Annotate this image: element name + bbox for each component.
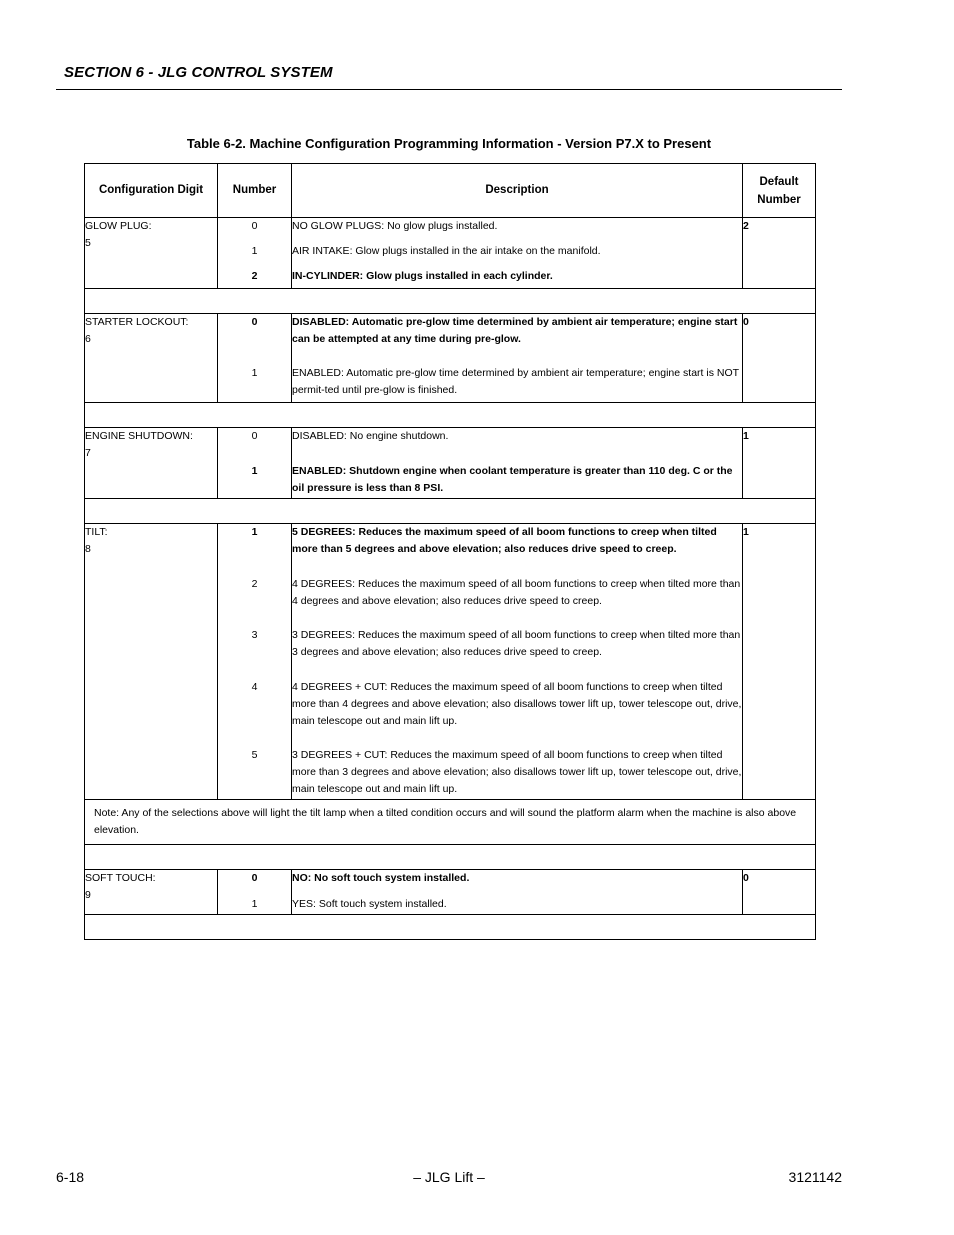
- description-cell: [292, 314, 743, 403]
- config-digit-number: 8: [85, 543, 91, 555]
- config-digit-name: ENGINE SHUTDOWN:: [85, 430, 193, 442]
- table-spacer-row: [85, 289, 816, 314]
- option-description: 3 DEGREES: Reduces the maximum speed of all boom functions to creep when tilted more than 3 degrees and above elevation; also reduces drive speed to creep.: [292, 629, 741, 658]
- option-number: 5: [251, 749, 258, 761]
- option-description: IN-CYLINDER: Glow plugs installed in each cylinder.: [292, 270, 553, 282]
- config-digit-name: TILT:: [85, 526, 108, 538]
- table-spacer-row: [85, 915, 816, 940]
- description-cell: [292, 428, 743, 499]
- number-cell: [218, 870, 292, 915]
- config-digit-cell: [85, 524, 218, 800]
- option-description: 4 DEGREES + CUT: Reduces the maximum speed of all boom functions to creep when tilted more than 4 degrees and above elevation; also disallows tower lift up, tower telescope out, drive, main telescope out and main lift up.: [292, 681, 742, 727]
- option-number: 0: [251, 220, 258, 232]
- number-cell: [218, 218, 292, 289]
- option-description: YES: Soft touch system installed.: [292, 898, 447, 910]
- option-description: 3 DEGREES + CUT: Reduces the maximum speed of all boom functions to creep when tilted more than 3 degrees and above elevation; also disallows tower lift up, tower telescope out, drive, main telescope out and main lift up.: [292, 749, 742, 795]
- option-number: 0: [251, 430, 258, 442]
- option-description: DISABLED: No engine shutdown.: [292, 430, 449, 442]
- default-number-cell: 0: [743, 870, 816, 915]
- option-number: 2: [251, 578, 258, 590]
- table-caption: Table 6-2. Machine Configuration Programming Information - Version P7.X to Present: [186, 136, 712, 151]
- table-spacer-row: [85, 403, 816, 428]
- configuration-table: [84, 163, 816, 940]
- default-number-cell: 1: [743, 524, 816, 800]
- option-number: 3: [251, 629, 258, 641]
- config-digit-cell: [85, 428, 218, 499]
- option-description: 4 DEGREES: Reduces the maximum speed of all boom functions to creep when tilted more than 4 degrees and above elevation; also reduces drive speed to creep.: [292, 578, 741, 607]
- option-number: 1: [251, 526, 258, 538]
- option-number: 1: [251, 367, 258, 379]
- table-row-starter-lockout: [85, 314, 816, 403]
- option-number: 4: [251, 681, 258, 693]
- option-number: 1: [251, 465, 258, 477]
- option-number: 0: [251, 316, 258, 328]
- column-header-default-number: Default Number: [743, 164, 816, 218]
- config-digit-number: 9: [85, 889, 91, 901]
- option-description: ENABLED: Shutdown engine when coolant temperature is greater than 110 deg. C or the oil pressure is less than 8 PSI.: [292, 465, 733, 494]
- option-description: DISABLED: Automatic pre-glow time determined by ambient air temperature; engine start can be attempted at any time during pre-glow.: [292, 316, 738, 345]
- config-digit-name: STARTER LOCKOUT:: [85, 316, 189, 328]
- default-number-cell: 0: [743, 314, 816, 403]
- config-digit-number: 5: [85, 237, 91, 249]
- option-description: 5 DEGREES: Reduces the maximum speed of all boom functions to creep when tilted more than 5 degrees and above elevation; also reduces drive speed to creep.: [292, 526, 717, 555]
- config-digit-number: 6: [85, 333, 91, 345]
- option-number: 1: [251, 898, 258, 910]
- table-header-row: [85, 164, 816, 218]
- option-number: 2: [251, 270, 258, 282]
- default-number-cell: 1: [743, 428, 816, 499]
- option-number: 1: [251, 245, 258, 257]
- table-row-engine-shutdown: [85, 428, 816, 499]
- config-digit-name: SOFT TOUCH:: [85, 872, 156, 884]
- number-cell: [218, 314, 292, 403]
- config-digit-cell: [85, 314, 218, 403]
- table-spacer-row: [85, 499, 816, 524]
- option-number: 0: [251, 872, 258, 884]
- column-header-description: Description: [292, 164, 743, 218]
- table-spacer-row: [85, 845, 816, 870]
- config-digit-cell: [85, 218, 218, 289]
- header-divider: [56, 89, 842, 90]
- config-digit-cell: [85, 870, 218, 915]
- option-description: NO GLOW PLUGS: No glow plugs installed.: [292, 220, 498, 232]
- tilt-note: Note: Any of the selections above will light the tilt lamp when a tilted condition occurs and will sound the platform alarm when the machine is also above elevation.: [85, 800, 816, 845]
- description-cell: [292, 218, 743, 289]
- number-cell: [218, 524, 292, 800]
- config-digit-name: GLOW PLUG:: [85, 220, 152, 232]
- option-description: NO: No soft touch system installed.: [292, 872, 470, 884]
- config-digit-number: 7: [85, 447, 91, 459]
- table-row-soft-touch: [85, 870, 816, 915]
- document-number: 3121142: [788, 1169, 842, 1185]
- section-title: SECTION 6 - JLG CONTROL SYSTEM: [64, 64, 333, 81]
- table-row-glow-plug: [85, 218, 816, 289]
- description-cell: [292, 870, 743, 915]
- description-cell: [292, 524, 743, 800]
- table-note-row: [85, 800, 816, 845]
- option-description: AIR INTAKE: Glow plugs installed in the air intake on the manifold.: [292, 245, 601, 257]
- option-description: ENABLED: Automatic pre-glow time determined by ambient air temperature; engine start is NOT permit-ted until pre-glow is finished.: [292, 367, 739, 396]
- number-cell: [218, 428, 292, 499]
- column-header-configuration-digit: Configuration Digit: [85, 164, 218, 218]
- footer-publisher: – JLG Lift –: [413, 1169, 485, 1185]
- column-header-number: Number: [218, 164, 292, 218]
- default-number-cell: 2: [743, 218, 816, 289]
- table-row-tilt: [85, 524, 816, 800]
- page-number: 6-18: [56, 1169, 85, 1185]
